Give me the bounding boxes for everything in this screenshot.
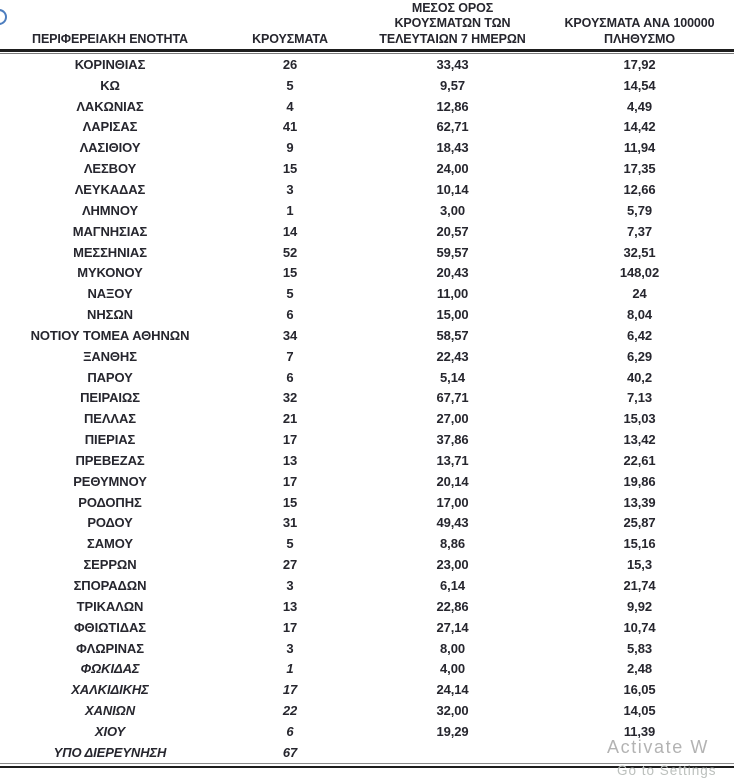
cell-avg7: 22,43 — [436, 348, 469, 364]
table-row — [0, 96, 734, 117]
cell-avg7: 24,14 — [436, 682, 469, 698]
cell-per100k: 11,39 — [623, 723, 656, 739]
cell-region: ΜΑΓΝΗΣΙΑΣ — [72, 223, 148, 239]
cell-region: ΛΗΜΝΟΥ — [81, 202, 139, 218]
cell-cases: 17 — [282, 473, 298, 489]
cell-cases: 67 — [282, 744, 298, 760]
cell-cases: 6 — [286, 723, 294, 739]
cell-per100k: 16,05 — [623, 682, 656, 698]
table-row — [0, 54, 734, 75]
cell-region: ΝΑΞΟΥ — [87, 286, 133, 302]
cell-avg7: 12,86 — [436, 98, 469, 114]
cell-cases: 15 — [282, 265, 298, 281]
cell-per100k: 14,05 — [623, 703, 656, 719]
cell-avg7: 20,57 — [436, 223, 469, 239]
cell-per100k: 15,03 — [623, 411, 656, 427]
column-header-line: ΤΕΛΕΥΤΑΙΩΝ 7 ΗΜΕΡΩΝ — [379, 31, 526, 46]
cell-per100k: 17,92 — [623, 56, 656, 72]
cell-per100k: 7,13 — [627, 390, 652, 406]
cell-region: ΛΑΚΩΝΙΑΣ — [76, 98, 144, 114]
cell-cases: 5 — [286, 286, 294, 302]
cell-per100k: 13,42 — [623, 432, 656, 448]
table-row — [0, 137, 734, 158]
cell-region: ΠΕΙΡΑΙΩΣ — [80, 390, 140, 406]
cell-per100k: 13,39 — [623, 494, 656, 510]
cell-cases: 34 — [282, 327, 298, 343]
cell-avg7: 27,00 — [436, 411, 469, 427]
cell-avg7: 6,14 — [440, 578, 465, 594]
table-row — [0, 596, 734, 617]
table-row — [0, 158, 734, 179]
table-row — [0, 262, 734, 283]
cell-cases: 15 — [282, 494, 298, 510]
table-row — [0, 75, 734, 96]
cell-avg7: 58,57 — [436, 327, 469, 343]
cell-region: ΧΑΝΙΩΝ — [85, 703, 135, 719]
cell-per100k: 17,35 — [623, 161, 656, 177]
cell-avg7: 59,57 — [436, 244, 469, 260]
cell-per100k: 21,74 — [623, 578, 656, 594]
table-row — [0, 200, 734, 221]
cell-cases: 15 — [282, 161, 298, 177]
table-row — [0, 700, 734, 721]
table-header — [0, 0, 734, 48]
table-row — [0, 533, 734, 554]
cell-region: ΠΡΕΒΕΖΑΣ — [75, 452, 145, 468]
cell-avg7: 15,00 — [436, 307, 469, 323]
cell-cases: 3 — [286, 640, 294, 656]
cell-per100k: 14,54 — [623, 77, 656, 93]
cell-avg7: 49,43 — [436, 515, 469, 531]
cell-region: ΡΕΘΥΜΝΟΥ — [73, 473, 147, 489]
cell-region: ΝΟΤΙΟΥ ΤΟΜΕΑ ΑΘΗΝΩΝ — [30, 327, 190, 343]
table-row — [0, 658, 734, 679]
cell-avg7: 8,86 — [440, 536, 465, 552]
cell-region: ΠΕΛΛΑΣ — [84, 411, 136, 427]
cell-per100k: 15,16 — [623, 536, 656, 552]
cell-cases: 52 — [282, 244, 298, 260]
cell-region: ΧΙΟΥ — [94, 723, 126, 739]
table-row — [0, 575, 734, 596]
cell-cases: 13 — [282, 452, 298, 468]
cell-avg7: 24,00 — [436, 161, 469, 177]
table-row — [0, 346, 734, 367]
cell-per100k: 24 — [632, 286, 647, 302]
table-body — [0, 54, 734, 763]
table-row — [0, 367, 734, 388]
go-to-settings-watermark: Go to Settings — [617, 763, 717, 778]
cell-region: ΠΑΡΟΥ — [87, 369, 133, 385]
cell-cases: 41 — [282, 119, 298, 135]
cell-avg7: 20,14 — [436, 473, 469, 489]
cell-region: ΚΟΡΙΝΘΙΑΣ — [74, 56, 146, 72]
cell-cases: 17 — [282, 432, 298, 448]
cell-per100k: 6,29 — [627, 348, 652, 364]
column-header-line: ΜΕΣΟΣ ΟΡΟΣ — [411, 0, 494, 15]
activate-windows-watermark: Activate W — [607, 737, 710, 757]
cell-per100k: 5,83 — [627, 640, 652, 656]
cell-cases: 1 — [286, 661, 294, 677]
cell-per100k: 12,66 — [623, 181, 656, 197]
cell-region: ΛΑΡΙΣΑΣ — [82, 119, 138, 135]
column-header-label: ΚΡΟΥΣΜΑΤΑ — [252, 31, 328, 46]
column-header-line: ΠΛΗΘΥΣΜΟ — [604, 31, 675, 46]
cell-cases: 5 — [286, 536, 294, 552]
cell-region: ΡΟΔΟΥ — [87, 515, 133, 531]
cell-per100k: 32,51 — [623, 244, 656, 260]
cell-cases: 1 — [286, 202, 294, 218]
cell-region: ΛΑΣΙΘΙΟΥ — [79, 140, 141, 156]
cell-avg7: 22,86 — [436, 598, 469, 614]
cell-avg7: 4,00 — [440, 661, 465, 677]
cell-per100k: 7,37 — [627, 223, 652, 239]
cell-per100k: 19,86 — [623, 473, 656, 489]
cell-per100k: 15,3 — [627, 557, 652, 573]
table-row — [0, 179, 734, 200]
cell-region: ΡΟΔΟΠΗΣ — [78, 494, 142, 510]
cell-avg7: 18,43 — [436, 140, 469, 156]
table-row — [0, 304, 734, 325]
cell-region: ΤΡΙΚΑΛΩΝ — [76, 598, 144, 614]
cell-region: ΥΠΟ ΔΙΕΡΕΥΝΗΣΗ — [53, 744, 167, 760]
cell-per100k: 8,04 — [627, 307, 652, 323]
cell-region: ΝΗΣΩΝ — [87, 307, 133, 323]
cell-cases: 3 — [286, 181, 294, 197]
table-row — [0, 492, 734, 513]
cell-cases: 5 — [286, 77, 294, 93]
cell-avg7: 9,57 — [440, 77, 465, 93]
cell-avg7: 32,00 — [436, 703, 469, 719]
cell-avg7: 13,71 — [436, 452, 469, 468]
table-row — [0, 554, 734, 575]
cell-avg7: 67,71 — [436, 390, 469, 406]
cell-avg7: 33,43 — [436, 56, 469, 72]
cell-cases: 26 — [282, 56, 298, 72]
table-row — [0, 221, 734, 242]
cell-per100k: 5,79 — [627, 202, 652, 218]
cell-avg7: 11,00 — [436, 286, 469, 302]
table-row — [0, 429, 734, 450]
cell-cases: 3 — [286, 578, 294, 594]
cell-cases: 13 — [282, 598, 298, 614]
column-header-cases-per-100000 — [545, 0, 734, 48]
table-row — [0, 638, 734, 659]
column-header-label: ΠΕΡΙΦΕΡΕΙΑΚΗ ΕΝΟΤΗΤΑ — [32, 31, 188, 46]
cell-cases: 21 — [282, 411, 298, 427]
cell-per100k: 40,2 — [627, 369, 652, 385]
cell-region: ΣΕΡΡΩΝ — [83, 557, 137, 573]
column-header-line: ΚΡΟΥΣΜΑΤΑ ΑΝΑ 100000 — [564, 16, 715, 30]
column-header-7day-average — [360, 0, 545, 48]
cell-per100k: 25,87 — [623, 515, 656, 531]
cell-cases: 22 — [282, 703, 298, 719]
cell-cases: 7 — [286, 348, 294, 364]
table-row — [0, 117, 734, 138]
cell-per100k: 22,61 — [623, 452, 656, 468]
cell-per100k: 14,42 — [623, 119, 656, 135]
table-row — [0, 325, 734, 346]
cell-region: ΠΙΕΡΙΑΣ — [84, 432, 136, 448]
table-row — [0, 283, 734, 304]
cell-region: ΣΠΟΡΑΔΩΝ — [73, 578, 147, 594]
cell-per100k: 4,49 — [627, 98, 652, 114]
cell-avg7: 27,14 — [436, 619, 469, 635]
cell-cases: 9 — [286, 140, 294, 156]
cell-avg7: 17,00 — [436, 494, 469, 510]
cell-cases: 4 — [286, 98, 294, 114]
column-header-line: ΚΡΟΥΣΜΑΤΩΝ ΤΩΝ — [394, 16, 511, 30]
cell-avg7: 8,00 — [440, 640, 465, 656]
cell-region: ΧΑΛΚΙΔΙΚΗΣ — [71, 682, 149, 698]
cell-per100k: 11,94 — [623, 140, 656, 156]
table-row — [0, 513, 734, 534]
table-row — [0, 471, 734, 492]
cell-avg7: 62,71 — [436, 119, 469, 135]
cell-avg7: 3,00 — [440, 202, 465, 218]
table-row — [0, 242, 734, 263]
cell-cases: 14 — [282, 223, 298, 239]
column-header-regional-unit — [0, 0, 220, 48]
cell-region: ΦΩΚΙΔΑΣ — [80, 661, 140, 677]
table-row — [0, 388, 734, 409]
cell-per100k: 2,48 — [627, 661, 652, 677]
cell-per100k: 10,74 — [623, 619, 656, 635]
cell-region: ΜΥΚΟΝΟΥ — [77, 265, 143, 281]
cell-cases: 17 — [282, 682, 298, 698]
table-row — [0, 450, 734, 471]
cell-per100k: 9,92 — [627, 598, 652, 614]
cell-avg7: 20,43 — [436, 265, 469, 281]
cell-region: ΦΘΙΩΤΙΔΑΣ — [73, 619, 146, 635]
cell-region: ΞΑΝΘΗΣ — [83, 348, 137, 364]
table-row — [0, 408, 734, 429]
cell-region: ΦΛΩΡΙΝΑΣ — [76, 640, 144, 656]
cell-region: ΛΕΣΒΟΥ — [83, 161, 137, 177]
cell-cases: 31 — [282, 515, 298, 531]
cell-cases: 6 — [286, 369, 294, 385]
cell-cases: 27 — [282, 557, 298, 573]
cell-avg7: 10,14 — [436, 181, 469, 197]
table-row — [0, 679, 734, 700]
cell-region: ΜΕΣΣΗΝΙΑΣ — [73, 244, 147, 260]
cell-avg7: 19,29 — [436, 723, 469, 739]
cell-avg7: 5,14 — [440, 369, 465, 385]
cell-per100k: 148,02 — [619, 265, 660, 281]
column-header-cases — [220, 0, 360, 48]
table-row — [0, 617, 734, 638]
cell-avg7: 23,00 — [436, 557, 469, 573]
cell-cases: 32 — [282, 390, 298, 406]
cell-region: ΛΕΥΚΑΔΑΣ — [74, 181, 146, 197]
cell-region: ΣΑΜΟΥ — [87, 536, 133, 552]
cell-cases: 6 — [286, 307, 294, 323]
cell-cases: 17 — [282, 619, 298, 635]
cell-per100k: 6,42 — [627, 327, 652, 343]
cell-region: ΚΩ — [100, 77, 120, 93]
cell-avg7: 37,86 — [436, 432, 469, 448]
